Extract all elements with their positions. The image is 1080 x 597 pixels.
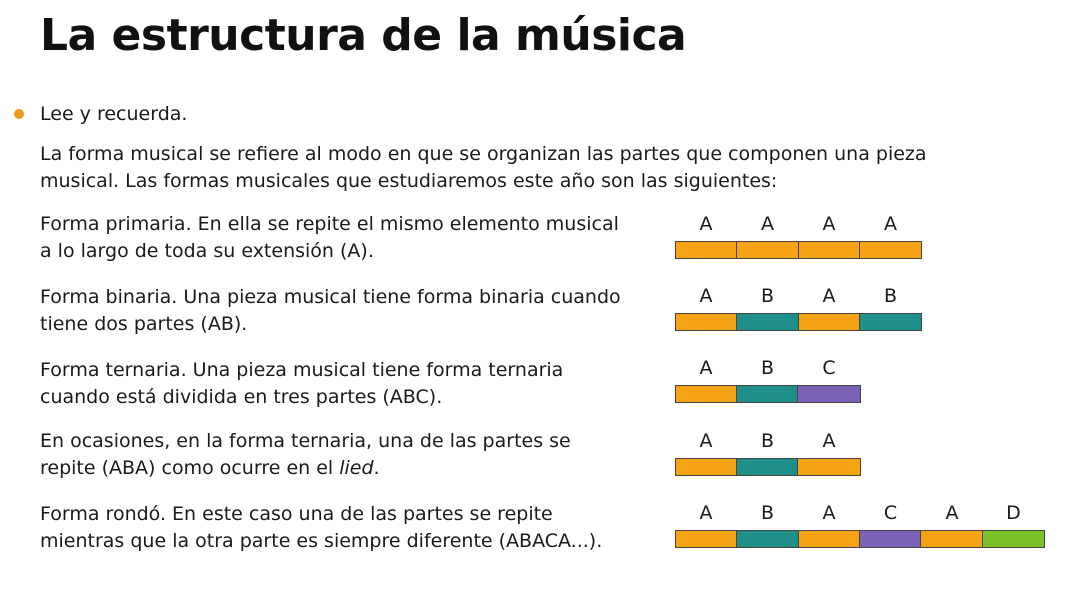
form-term: Forma primaria. (40, 213, 192, 235)
part-label: C (883, 502, 898, 524)
part-segment-a (798, 459, 859, 475)
form-description-binaria (40, 284, 630, 338)
part-segment-b (737, 531, 798, 547)
form-text: Una pieza musical tiene forma ternaria cuando está dividida en tres partes (ABC). (40, 359, 564, 408)
part-label: A (945, 502, 959, 524)
page-title: La estructura de la música (40, 10, 687, 61)
part-segment-a (799, 242, 860, 258)
part-segment-a (799, 531, 860, 547)
instruction-line (14, 103, 187, 125)
form-bar (675, 458, 861, 476)
form-bar (675, 313, 922, 331)
part-segment-a (860, 242, 921, 258)
part-label: C (822, 357, 836, 379)
part-segment-b (737, 386, 798, 402)
part-label: A (822, 285, 836, 307)
intro-text: se refiere al modo en que se organizan las partes que componen una pieza musical. Las formas musicales que estudiaremos este año son las siguientes: (40, 143, 927, 192)
form-description-ternaria-aba (40, 428, 630, 482)
part-label: A (699, 357, 713, 379)
form-text: En este caso una de las partes se repite mientras que la otra parte es siempre diferente (ABACA...). (40, 503, 603, 552)
form-description-primaria (40, 211, 630, 265)
form-text: En ocasiones, en la forma ternaria, una de las partes se repite (ABA) como ocurre en el (40, 430, 571, 479)
form-description-ternaria (40, 357, 630, 411)
part-segment-a (676, 242, 737, 258)
part-segment-a (737, 242, 798, 258)
part-label: B (760, 357, 775, 379)
form-term: Forma ternaria. (40, 359, 187, 381)
form-italic-term: lied (339, 457, 374, 479)
part-label: A (699, 430, 713, 452)
part-segment-a (676, 386, 737, 402)
part-segment-a (676, 531, 737, 547)
part-segment-c (860, 531, 921, 547)
part-segment-c (798, 386, 859, 402)
part-segment-a (799, 314, 860, 330)
part-label: A (822, 430, 836, 452)
part-label: D (1006, 502, 1021, 524)
form-bar (675, 241, 922, 259)
part-segment-b (737, 459, 798, 475)
part-label: A (822, 502, 836, 524)
instruction-text: Lee y recuerda. (40, 103, 188, 125)
form-text: Una pieza musical tiene forma binaria cuando tiene dos partes (AB). (40, 286, 621, 335)
part-label: B (760, 502, 775, 524)
part-label: B (760, 285, 775, 307)
form-term: Forma rondó. (40, 503, 166, 525)
part-label: A (761, 213, 774, 235)
form-description-rondo (40, 501, 630, 555)
part-label: A (822, 213, 836, 235)
part-segment-b (860, 314, 921, 330)
part-label: B (760, 430, 775, 452)
part-segment-d (983, 531, 1044, 547)
part-segment-b (737, 314, 798, 330)
form-text: En ella se repite el mismo elemento musical a lo largo de toda su extensión (A). (40, 213, 619, 262)
part-label: A (884, 213, 897, 235)
form-bar (675, 385, 861, 403)
part-segment-a (676, 459, 737, 475)
part-segment-a (676, 314, 737, 330)
intro-paragraph (40, 141, 980, 195)
part-label: B (883, 285, 898, 307)
bullet-icon (14, 109, 24, 119)
form-bar (675, 530, 1045, 548)
part-label: A (699, 285, 713, 307)
part-label: A (699, 213, 713, 235)
form-text-after: . (373, 457, 380, 479)
form-term: Forma binaria. (40, 286, 178, 308)
intro-term: La forma musical (40, 143, 204, 165)
part-label: A (699, 502, 713, 524)
part-segment-a (921, 531, 982, 547)
